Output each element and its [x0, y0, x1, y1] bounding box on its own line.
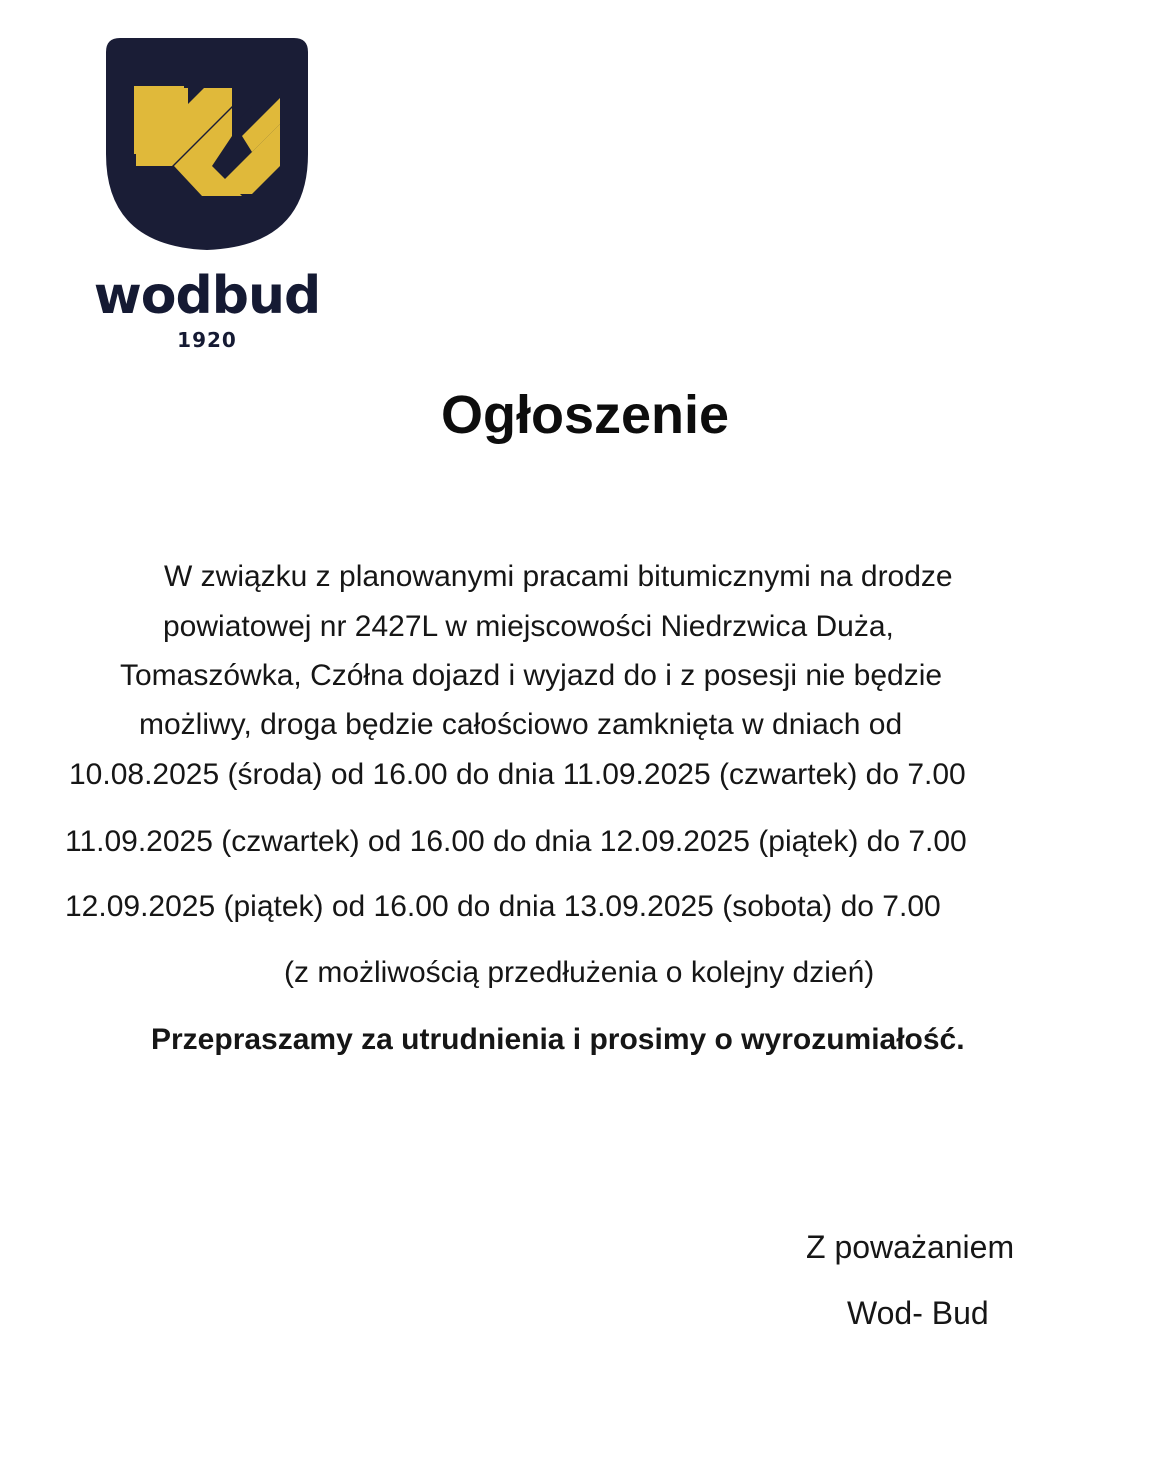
signature-name: Wod- Bud: [847, 1295, 989, 1331]
logo-year: 1920: [177, 328, 237, 352]
company-logo: [92, 36, 322, 356]
body-line: powiatowej nr 2427L w miejscowości Niedrzwica Duża,: [163, 610, 894, 643]
signature-greeting: Z poważaniem: [806, 1229, 1015, 1265]
shield-logo-icon: [92, 36, 322, 266]
body-line: 11.09.2025 (czwartek) od 16.00 do dnia 12.09.2025 (piątek) do 7.00: [65, 825, 967, 858]
body-line: 10.08.2025 (środa) od 16.00 do dnia 11.09.2025 (czwartek) do 7.00: [69, 758, 966, 791]
body-line: W związku z planowanymi pracami bitumicznymi na drodze: [164, 560, 953, 593]
page-title: Ogłoszenie: [440, 385, 730, 445]
body-line: możliwy, droga będzie całościowo zamknięta w dniach od: [139, 708, 903, 741]
body-line: Tomaszówka, Czółna dojazd i wyjazd do i z posesji nie będzie: [120, 659, 943, 692]
apology-text: Przepraszamy za utrudnienia i prosimy o wyrozumiałość.: [151, 1023, 965, 1056]
body-line: 12.09.2025 (piątek) od 16.00 do dnia 13.09.2025 (sobota) do 7.00: [65, 890, 941, 923]
body-line: (z możliwością przedłużenia o kolejny dzień): [284, 956, 875, 989]
logo-wordmark: wodbud: [93, 266, 321, 326]
